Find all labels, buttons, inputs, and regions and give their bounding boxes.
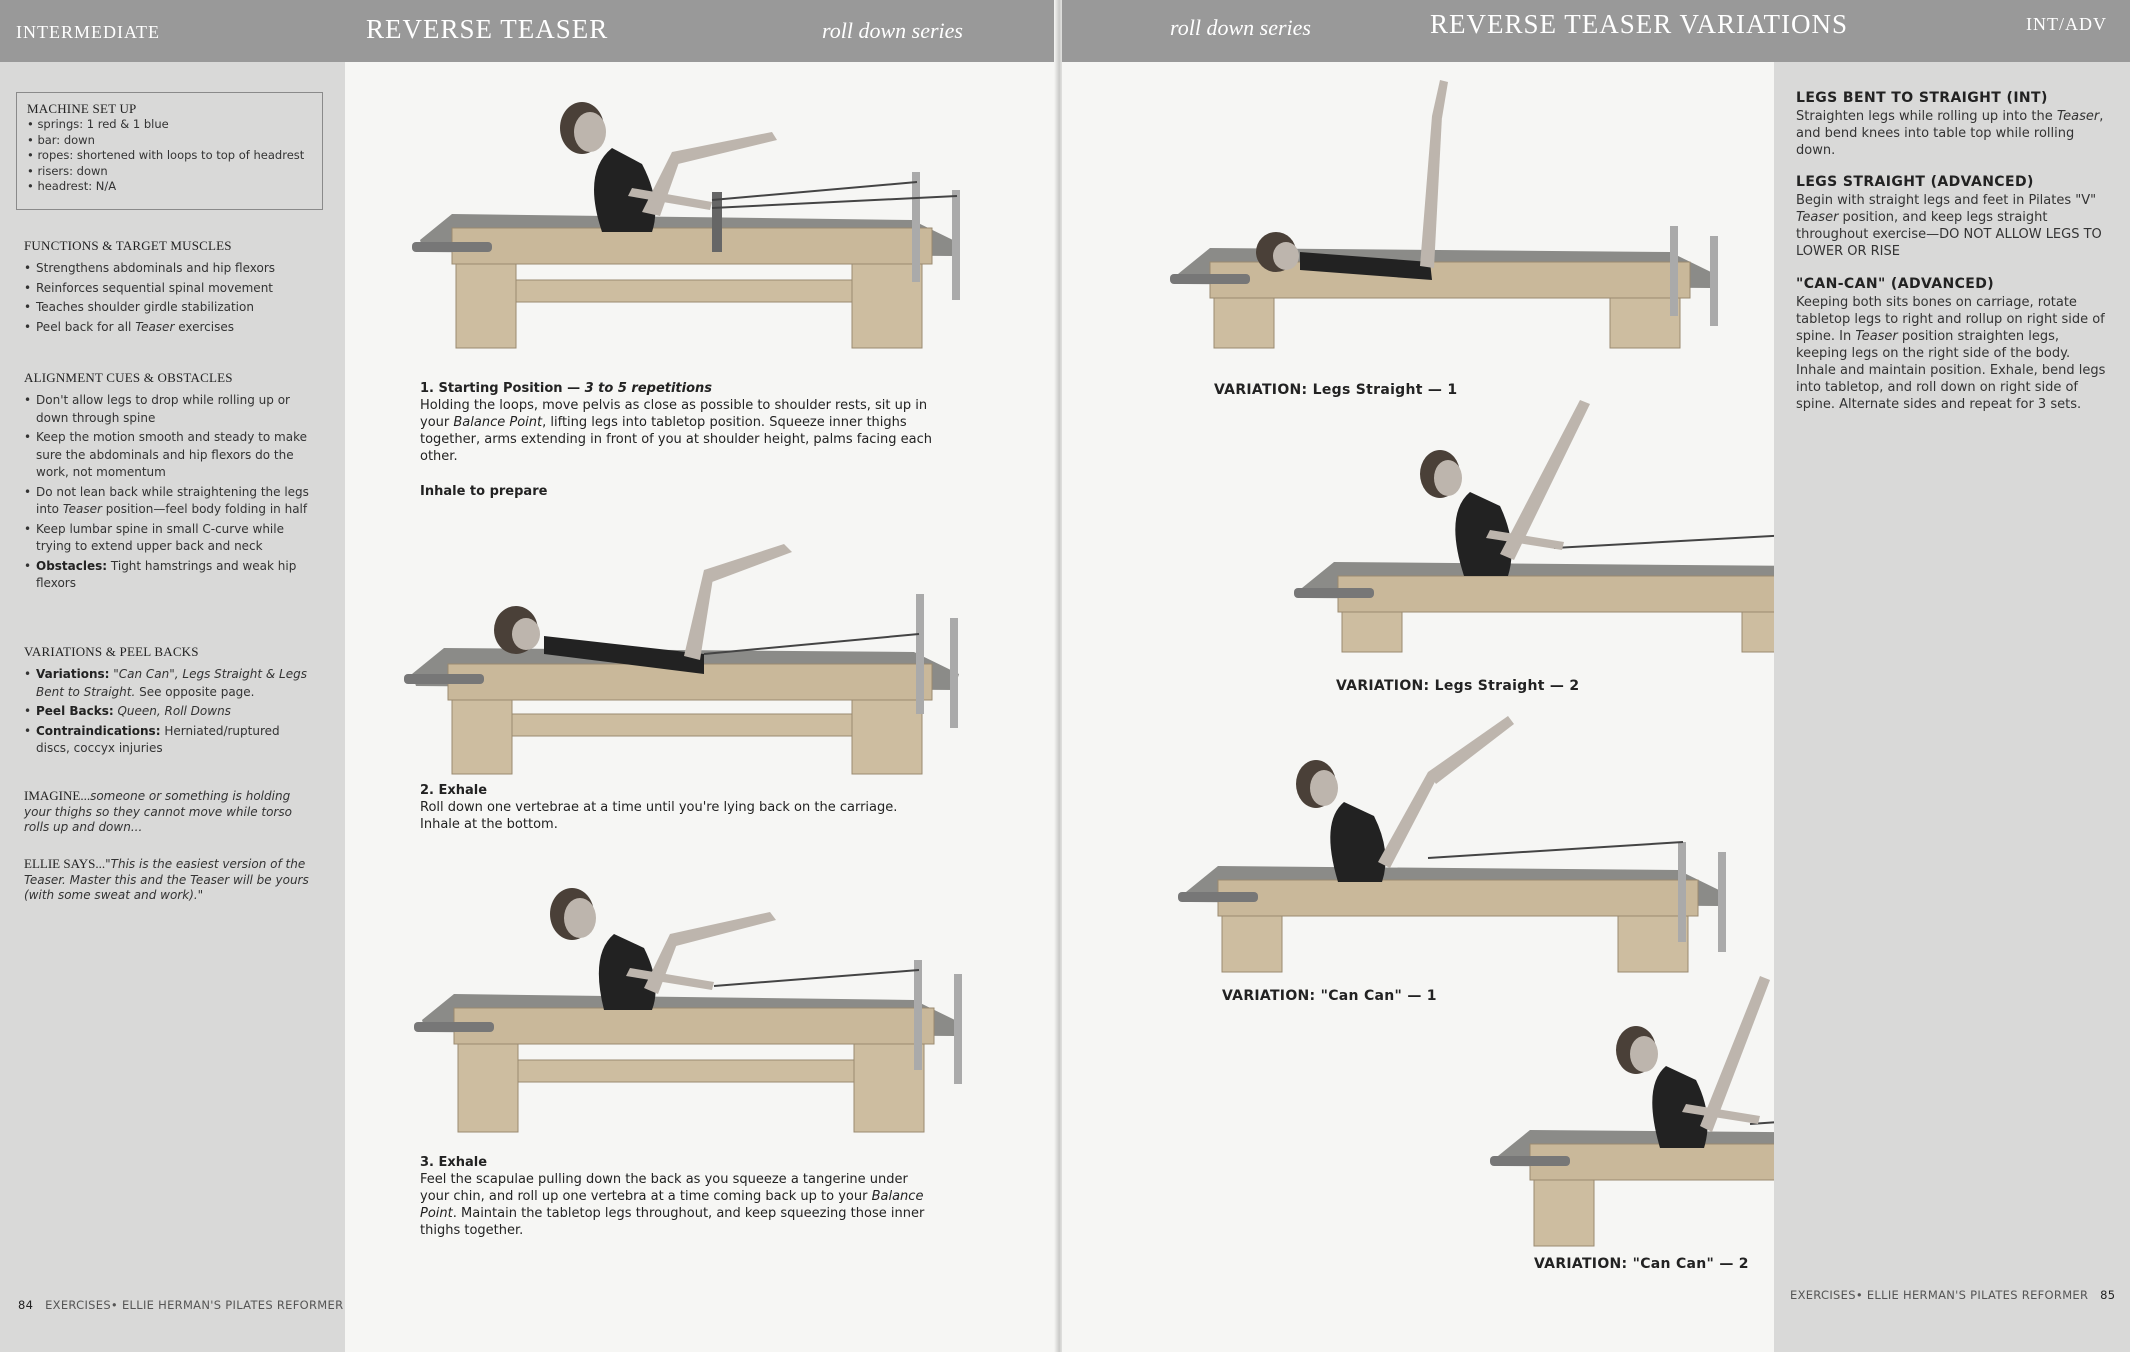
variation-caption-2: VARIATION: Legs Straight — 2 bbox=[1336, 678, 1580, 694]
list-item-text: exercises bbox=[174, 319, 234, 334]
list-item: • Keep the motion smooth and steady to make sure the abdominals and hip flexors do the work, not momentum bbox=[24, 429, 314, 482]
step-3-text-em: Balance Point bbox=[420, 1189, 924, 1221]
variations-title: VARIATIONS & PEEL BACKS bbox=[24, 644, 199, 659]
step-3-text-a: Feel the scapulae pulling down the back as you squeeze a tangerine under your chin, and roll up one vertebra at a time coming back up to your bbox=[420, 1172, 908, 1204]
folio-text-right: EXERCISES• ELLIE HERMAN'S PILATES REFORMER bbox=[1790, 1288, 2089, 1302]
series-label: roll down series bbox=[822, 18, 963, 43]
step-1-title bbox=[420, 380, 940, 397]
peel-backs-label: Peel Backs: bbox=[36, 704, 114, 718]
panel-text-a: Begin with straight legs and feet in Pilates "V" bbox=[1796, 193, 2097, 208]
list-item: • Keep lumbar spine in small C-curve while trying to extend upper back and neck bbox=[24, 521, 314, 556]
step-3-text bbox=[420, 1171, 940, 1239]
list-item-em: "Can Can", Legs Straight & Legs Bent to Straight. bbox=[36, 667, 307, 699]
list-item-text: Herniated/ruptured discs, coccyx injuries bbox=[36, 723, 280, 755]
variation-caption-1: VARIATION: Legs Straight — 1 bbox=[1214, 382, 1458, 398]
step-2-title: 2. Exhale bbox=[420, 783, 488, 798]
setup-item: • risers: down bbox=[27, 163, 108, 178]
variations-info-panel bbox=[1774, 62, 2130, 1352]
variation-caption-3: VARIATION: "Can Can" — 1 bbox=[1222, 988, 1437, 1004]
photo-step-3 bbox=[414, 874, 972, 1146]
variations-page-title: REVERSE TEASER VARIATIONS bbox=[1430, 9, 1849, 39]
list-item bbox=[24, 319, 314, 337]
right-header-bar bbox=[1062, 0, 2130, 62]
level-label: INTERMEDIATE bbox=[16, 22, 160, 42]
right-folio bbox=[1790, 1288, 2115, 1302]
legs-straight-title: LEGS STRAIGHT (ADVANCED) bbox=[1796, 174, 2034, 190]
ellie-says-note bbox=[24, 856, 314, 904]
step-2-caption bbox=[420, 782, 940, 833]
right-page bbox=[1062, 0, 2130, 1352]
can-can-title: "CAN-CAN" (ADVANCED) bbox=[1796, 276, 1995, 292]
reformer-legs-up-photo bbox=[1170, 76, 1730, 352]
list-item: • Teaches shoulder girdle stabilization bbox=[24, 299, 314, 317]
left-header-bar bbox=[0, 0, 1058, 62]
alignment-section bbox=[24, 370, 314, 593]
imagine-note bbox=[24, 788, 314, 836]
panel-text-a: Straighten legs while rolling up into the bbox=[1796, 109, 2057, 124]
list-item-text: Peel back for all bbox=[36, 319, 136, 334]
page-title: REVERSE TEASER bbox=[366, 14, 609, 44]
photo-step-1 bbox=[412, 92, 972, 368]
photo-legs-straight-1 bbox=[1170, 76, 1730, 352]
legs-straight-text bbox=[1796, 192, 2106, 260]
step-3-title: 3. Exhale bbox=[420, 1155, 488, 1170]
list-item-text: Tight hamstrings and weak hip flexors bbox=[36, 558, 297, 590]
reformer-rolling-up-photo bbox=[414, 874, 972, 1146]
setup-item: • headrest: N/A bbox=[27, 179, 117, 193]
obstacles-label: Obstacles: bbox=[36, 558, 108, 573]
step-1-text bbox=[420, 397, 940, 465]
level-label-right: INT/ADV bbox=[2026, 14, 2107, 34]
legs-bent-to-straight-title: LEGS BENT TO STRAIGHT (INT) bbox=[1796, 90, 2048, 106]
panel-text-a: Keeping both sits bones on carriage, rotate tabletop legs to right and rollup on right side of spine. In bbox=[1796, 295, 2105, 344]
can-can-text bbox=[1796, 294, 2106, 413]
legs-straight-section bbox=[1796, 174, 2106, 260]
panel-text-em: Teaser bbox=[1796, 210, 1839, 225]
left-page bbox=[0, 0, 1058, 1352]
panel-text-em: Teaser bbox=[2056, 109, 2100, 124]
functions-section bbox=[24, 238, 314, 336]
panel-text-b: , and bend knees into table top while rolling down. bbox=[1796, 109, 2104, 158]
setup-item: • springs: 1 red & 1 blue bbox=[27, 117, 169, 131]
step-3-text-b: . Maintain the tabletop legs throughout, and keep squeezing those inner thighs together. bbox=[420, 1206, 925, 1238]
step-1-text-a: Holding the loops, move pelvis as close as possible to shoulder rests, sit up in your bbox=[420, 398, 928, 430]
panel-text-b: position, and keep legs straight throughout exercise—DO NOT ALLOW LEGS TO LOWER OR RISE bbox=[1796, 210, 2102, 259]
functions-title: FUNCTIONS & TARGET MUSCLES bbox=[24, 238, 232, 253]
step-1-sub: Inhale to prepare bbox=[420, 484, 548, 499]
step-3-caption bbox=[420, 1154, 940, 1239]
step-2-text: Roll down one vertebrae at a time until you're lying back on the carriage. Inhale at the bottom. bbox=[420, 800, 898, 832]
variation-caption-4: VARIATION: "Can Can" — 2 bbox=[1534, 1256, 1749, 1272]
ellie-lead: ELLIE SAYS... bbox=[24, 856, 106, 871]
page-number-right: 85 bbox=[2100, 1288, 2116, 1302]
list-item bbox=[24, 666, 314, 701]
can-can-section bbox=[1796, 276, 2106, 413]
list-item bbox=[24, 558, 314, 593]
list-item-text: Do not lean back while straightening the legs into bbox=[36, 484, 309, 516]
ellie-text: "This is the easiest version of the Teaser. Master this and the Teaser will be yours (with some sweat and work)." bbox=[24, 857, 309, 902]
panel-text-b: position straighten legs, keeping legs on the right side of the body. Inhale and maintain position. Exhale, bend legs into tabletop, and roll down on right side of spine. Alternate sides and repeat for 3 sets. bbox=[1796, 329, 2106, 412]
legs-bent-to-straight-section bbox=[1796, 90, 2106, 159]
list-item-em: Queen, Roll Downs bbox=[113, 704, 231, 718]
step-1-reps: 3 to 5 repetitions bbox=[584, 381, 713, 396]
info-sidebar bbox=[0, 62, 345, 1352]
list-item: • Don't allow legs to drop while rolling up or down through spine bbox=[24, 392, 314, 427]
list-item bbox=[24, 484, 314, 519]
left-folio bbox=[18, 1298, 343, 1312]
step-1-text-b: , lifting legs into tabletop position. Squeeze inner thighs together, arms extending in front of you at shoulder height, palms facing each other. bbox=[420, 415, 933, 464]
setup-item: • ropes: shortened with loops to top of headrest bbox=[27, 148, 305, 162]
step-1-caption bbox=[420, 380, 940, 500]
panel-text-em: Teaser bbox=[1855, 329, 1898, 344]
page-number-left: 84 bbox=[18, 1298, 34, 1312]
list-item: • Reinforces sequential spinal movement bbox=[24, 280, 314, 298]
list-item: • Strengthens abdominals and hip flexors bbox=[24, 260, 314, 278]
setup-item: • bar: down bbox=[27, 132, 95, 147]
contraindications-label: Contraindications: bbox=[36, 723, 161, 738]
imagine-lead: IMAGINE... bbox=[24, 788, 91, 803]
step-1-text-em: Balance Point bbox=[453, 415, 543, 430]
series-label-right: roll down series bbox=[1170, 15, 1311, 40]
step-1-label: 1. Starting Position — bbox=[420, 381, 585, 396]
imagine-text: someone or something is holding your thighs so they cannot move while torso rolls up and down... bbox=[24, 789, 292, 834]
machine-setup-title: MACHINE SET UP bbox=[27, 101, 137, 116]
legs-bent-to-straight-text bbox=[1796, 108, 2106, 159]
list-item bbox=[24, 703, 314, 721]
folio-text-left: EXERCISES• ELLIE HERMAN'S PILATES REFORMER bbox=[45, 1298, 344, 1312]
photo-can-can-1 bbox=[1178, 712, 1740, 988]
list-item bbox=[24, 723, 314, 758]
list-item-text: See opposite page. bbox=[135, 684, 255, 699]
photo-step-2 bbox=[404, 524, 972, 786]
list-item-text: position—feel body folding in half bbox=[101, 502, 308, 516]
alignment-title: ALIGNMENT CUES & OBSTACLES bbox=[24, 370, 233, 385]
list-item-em: Teaser bbox=[135, 319, 175, 334]
reformer-can-can-photo bbox=[1178, 712, 1740, 988]
variations-label: Variations: bbox=[36, 667, 110, 681]
reformer-lying-photo bbox=[404, 524, 972, 786]
machine-setup-box bbox=[16, 92, 323, 210]
variations-section bbox=[24, 644, 314, 758]
list-item-em: Teaser bbox=[62, 502, 102, 516]
reformer-sitting-photo bbox=[412, 92, 972, 368]
